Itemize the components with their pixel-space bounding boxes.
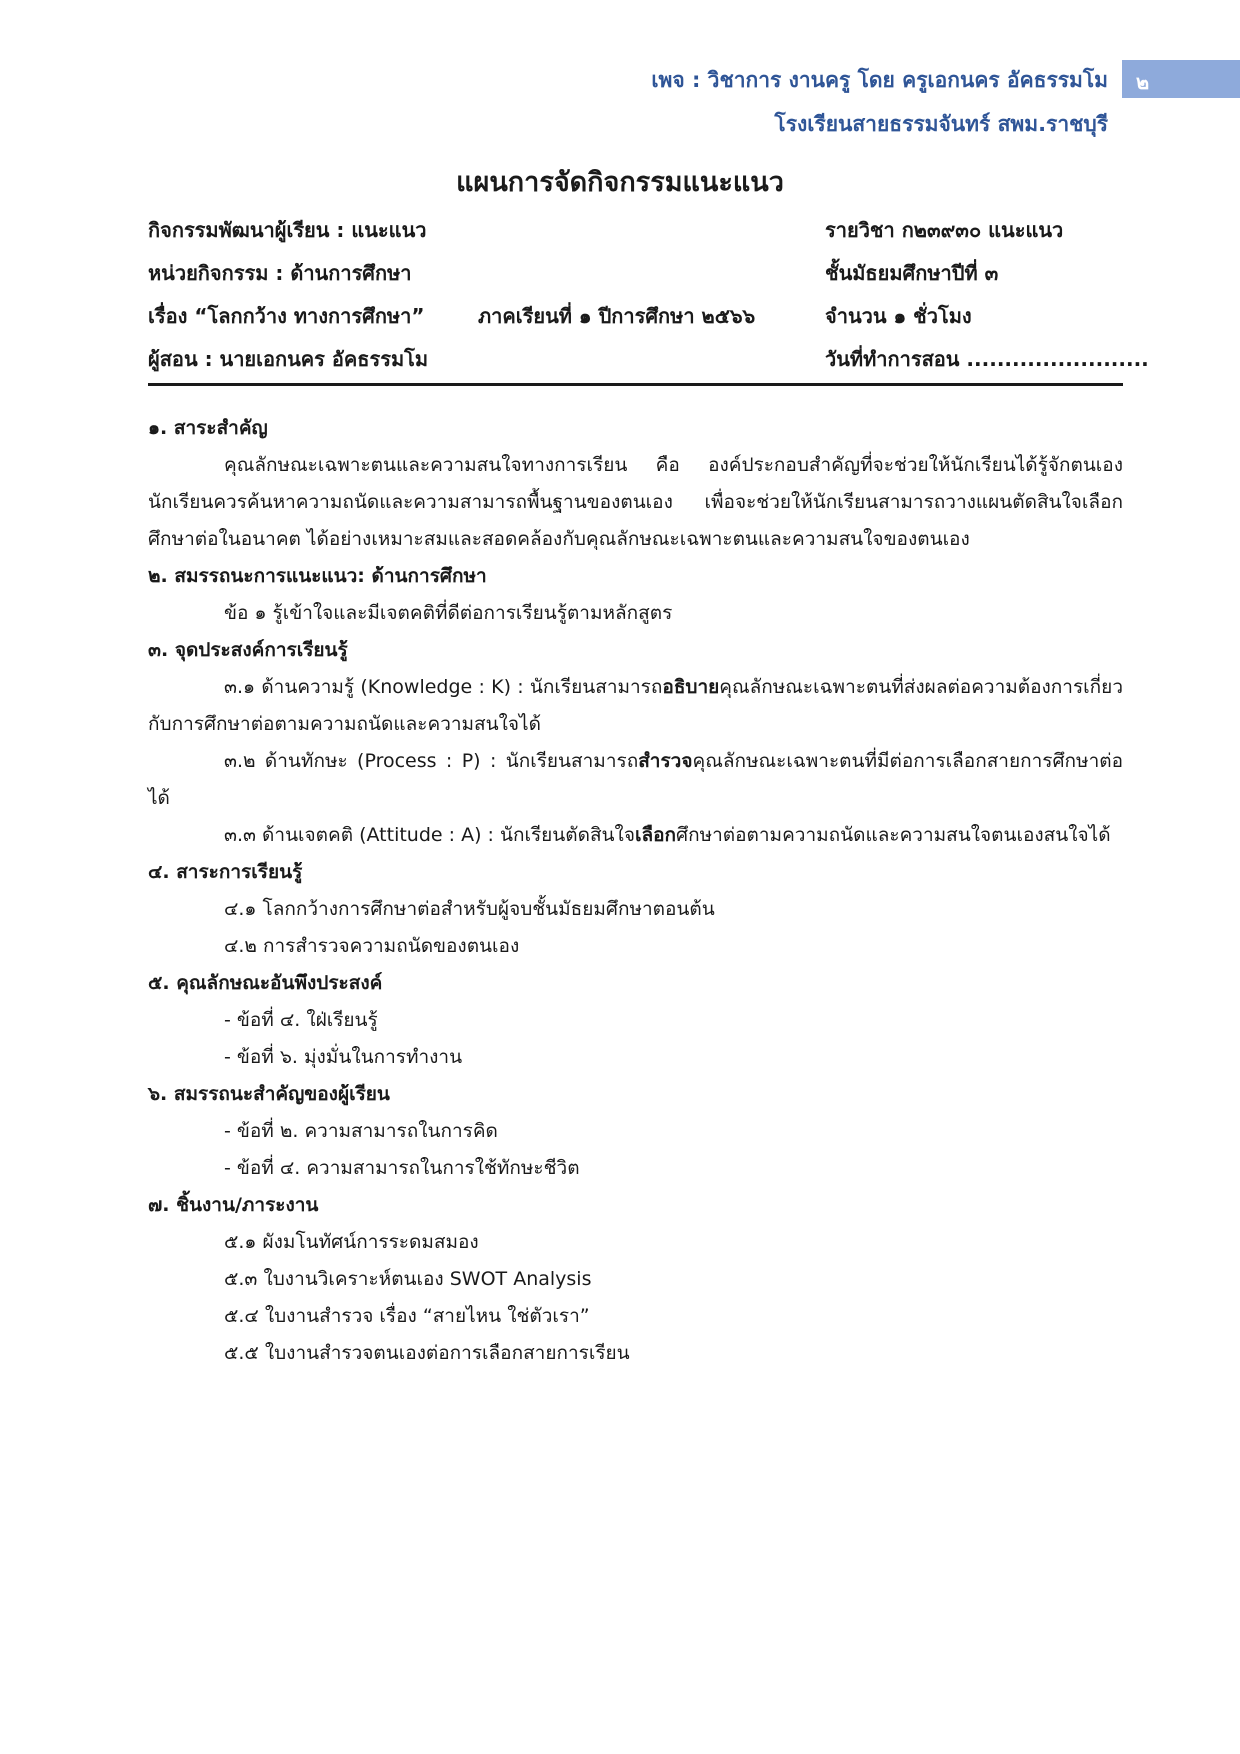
teacher-label: ผู้สอน : นายเอกนคร อัคธรรมโม: [148, 347, 429, 371]
section-4-title: ๔. สาระการเรียนรู้: [148, 861, 303, 883]
section-2-title: ๒. สมรรถนะการแนะแนว: ด้านการศึกษา: [148, 565, 487, 587]
list-item: ๕.๕ ใบงานสำรวจตนเองต่อการเลือกสายการเรียน: [224, 1342, 630, 1364]
activity-label: กิจกรรมพัฒนาผู้เรียน : แนะแนว: [148, 218, 427, 242]
objective-process: [148, 743, 1123, 817]
info-row-4: [148, 343, 1149, 386]
section-2-item: ข้อ ๑ รู้เข้าใจและมีเจตคติที่ดีต่อการเรียนรู้ตามหลักสูตร: [224, 602, 673, 624]
section-7-title: ๗. ชิ้นงาน/ภาระงาน: [148, 1194, 319, 1216]
hours-label: จำนวน ๑ ชั่วโมง: [825, 304, 972, 328]
section-1-paragraph: [148, 447, 1123, 558]
objective-p-post: คุณลักษณะเฉพาะตนที่มีต่อการเลือกสายการศึกษาต่อได้: [148, 750, 1123, 809]
section-1-title: ๑. สาระสำคัญ: [148, 417, 268, 439]
subject-label: รายวิชา ก๒๓๙๓๐ แนะแนว: [825, 218, 1064, 242]
objective-p-pre: ๓.๒ ด้านทักษะ (Process : P) : นักเรียนสามารถ: [224, 750, 639, 772]
objective-a-post: ศึกษาต่อตามความถนัดและความสนใจตนเองสนใจได้: [676, 824, 1111, 846]
objective-attitude: [148, 817, 1123, 854]
document-body: [148, 410, 1123, 1372]
semester-label: ภาคเรียนที่ ๑ ปีการศึกษา ๒๕๖๖: [478, 304, 756, 328]
objective-k-pre: ๓.๑ ด้านความรู้ (Knowledge : K) : นักเรียนสามารถ: [224, 676, 663, 698]
list-item: - ข้อที่ ๔. ความสามารถในการใช้ทักษะชีวิต: [224, 1157, 580, 1179]
date-label: วันที่ทำการสอน ........................: [825, 347, 1149, 371]
objective-k-keyword: อธิบาย: [662, 676, 720, 698]
objective-a-pre: ๓.๓ ด้านเจตคติ (Attitude : A) : นักเรียนตัดสินใจ: [224, 824, 635, 846]
list-item: - ข้อที่ ๒. ความสามารถในการคิด: [224, 1120, 498, 1142]
list-item: - ข้อที่ ๖. มุ่งมั่นในการทำงาน: [224, 1046, 463, 1068]
list-item: ๔.๒ การสำรวจความถนัดของตนเอง: [224, 935, 520, 957]
section-3-title: ๓. จุดประสงค์การเรียนรู้: [148, 639, 348, 661]
header-divider: [148, 383, 1123, 386]
header-line-2: โรงเรียนสายธรรมจันทร์ สพม.ราชบุรี: [774, 112, 1108, 136]
list-item: ๕.๑ ผังมโนทัศน์การระดมสมอง: [224, 1231, 479, 1253]
header-line-1: เพจ : วิชาการ งานครู โดย ครูเอกนคร อัคธรรมโม: [651, 68, 1108, 92]
section-6-title: ๖. สมรรถนะสำคัญของผู้เรียน: [148, 1083, 390, 1105]
info-row-2: [148, 257, 1123, 300]
list-item: ๔.๑ โลกกว้างการศึกษาต่อสำหรับผู้จบชั้นมัธยมศึกษาตอนต้น: [224, 898, 715, 920]
list-item: - ข้อที่ ๔. ใฝ่เรียนรู้: [224, 1009, 378, 1031]
list-item: ๕.๓ ใบงานวิเคราะห์ตนเอง SWOT Analysis: [224, 1268, 592, 1290]
unit-label: หน่วยกิจกรรม : ด้านการศึกษา: [148, 261, 412, 285]
section-5-title: ๕. คุณลักษณะอันพึงประสงค์: [148, 972, 383, 994]
topic-label: เรื่อง “โลกกว้าง ทางการศึกษา”: [148, 304, 425, 328]
document-title: แผนการจัดกิจกรรมแนะแนว: [456, 167, 784, 198]
objective-knowledge: [148, 669, 1123, 743]
objective-a-keyword: เลือก: [634, 824, 677, 846]
info-row-3: [148, 300, 1123, 343]
list-item: ๕.๔ ใบงานสำรวจ เรื่อง “สายไหน ใช่ตัวเรา”: [224, 1305, 590, 1327]
info-block: [148, 214, 1149, 386]
grade-label: ชั้นมัธยมศึกษาปีที่ ๓: [825, 261, 999, 285]
objective-k-post: คุณลักษณะเฉพาะตนที่ส่งผลต่อความต้องการเกี่ยวกับการศึกษาต่อตามความถนัดและความสนใจได้: [148, 676, 1123, 735]
objective-p-keyword: สำรวจ: [638, 750, 693, 772]
section-1-text: คุณลักษณะเฉพาะตนและความสนใจทางการเรียน คือ องค์ประกอบสำคัญที่จะช่วยให้นักเรียนได้รู้จักตนเอง นักเรียนควรค้นหาความถนัดและความสามารถพื้นฐานของตนเอง เพื่อจะช่วยให้นักเรียนสามารถวางแผนตัดสินใจเลือกศึกษาต่อในอนาคต ได้อย่างเหมาะสมและสอดคล้องกับคุณลักษณะเฉพาะตนและความสนใจของตนเอง: [148, 454, 1123, 550]
page-number: ๒: [1122, 60, 1240, 98]
info-row-1: [148, 214, 1123, 257]
